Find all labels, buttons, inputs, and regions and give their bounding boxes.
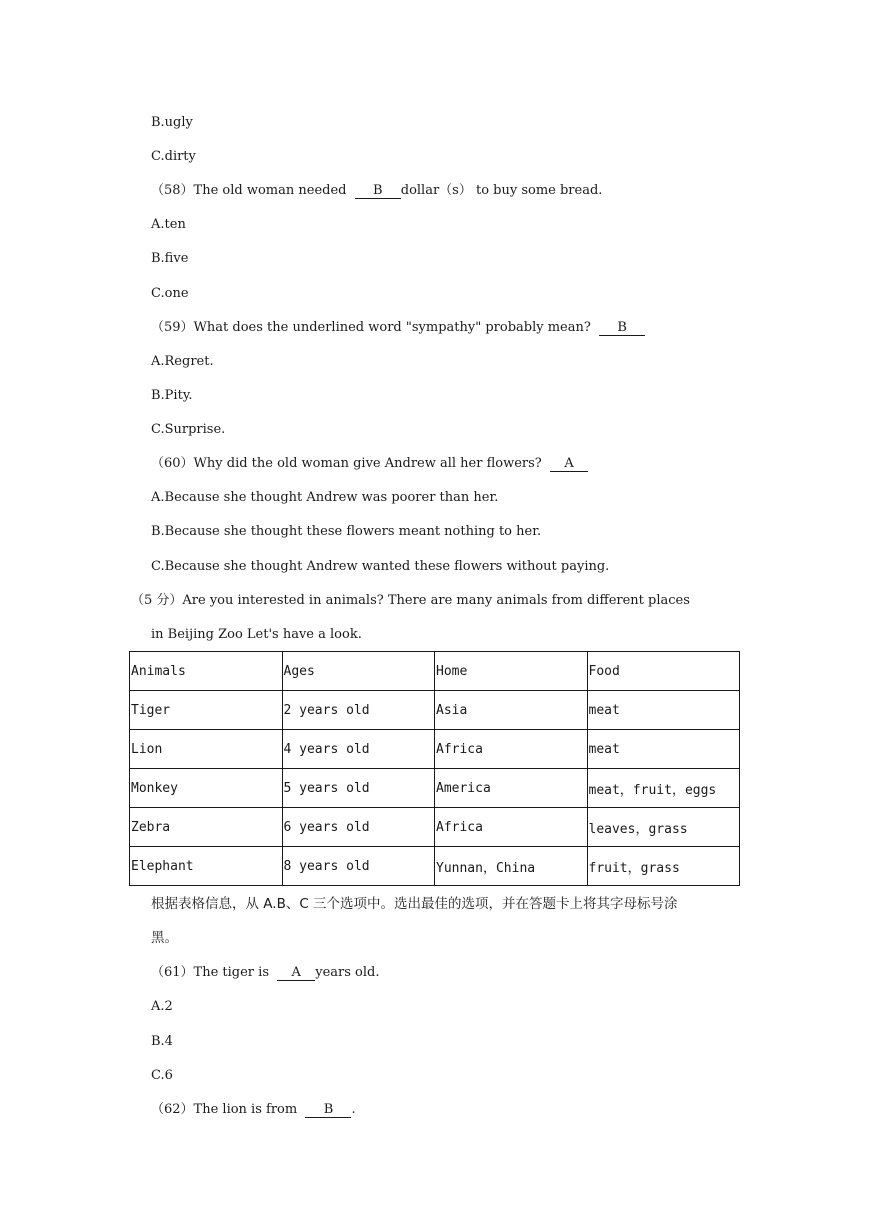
table-cell: Monkey [130, 769, 283, 808]
option-57-b: B.ugly [151, 115, 193, 130]
question-62-text: （62）The lion is from [151, 1102, 306, 1117]
table-header-cell: Animals [130, 652, 283, 691]
table-cell: 8 years old [282, 847, 435, 886]
table-cell: Zebra [130, 808, 283, 847]
table-cell: meat，fruit，eggs [587, 769, 740, 808]
passage-intro-line-2: in Beijing Zoo Let's have a look. [151, 627, 362, 642]
option-60-a: A.Because she thought Andrew was poorer than her. [151, 490, 499, 505]
table-cell: 5 years old [282, 769, 435, 808]
option-58-b: B.five [151, 251, 189, 266]
table-header-cell: Ages [282, 652, 435, 691]
question-58 [151, 182, 602, 200]
table-header-cell: Home [435, 652, 588, 691]
table-cell: 4 years old [282, 730, 435, 769]
table-row [130, 769, 740, 808]
table-cell: Africa [435, 730, 588, 769]
table-cell: Tiger [130, 691, 283, 730]
table-cell: meat [587, 691, 740, 730]
table-cell: 6 years old [282, 808, 435, 847]
passage-intro-line-1: （5 分）Are you interested in animals? There are many animals from different places [131, 593, 690, 608]
question-61-answer-blank: A [277, 965, 315, 981]
table-cell: Asia [435, 691, 588, 730]
option-59-c: C.Surprise. [151, 422, 226, 437]
option-60-b: B.Because she thought these flowers meant nothing to her. [151, 524, 542, 539]
table-cell: meat [587, 730, 740, 769]
option-61-c: C.6 [151, 1068, 173, 1083]
table-row [130, 730, 740, 769]
option-57-c: C.dirty [151, 149, 196, 164]
question-60-text: （60）Why did the old woman give Andrew all her flowers? [151, 456, 551, 471]
table-cell: Africa [435, 808, 588, 847]
question-59-answer-blank: B [599, 320, 645, 336]
option-60-c: C.Because she thought Andrew wanted these flowers without paying. [151, 559, 610, 574]
question-62-suffix: . [351, 1102, 356, 1117]
question-59-text: （59）What does the underlined word "sympathy" probably mean? [151, 320, 600, 335]
question-60-answer-blank: A [550, 456, 588, 472]
question-58-suffix: dollar（s） to buy some bread. [400, 183, 603, 198]
table-cell: 2 years old [282, 691, 435, 730]
table-cell: America [435, 769, 588, 808]
question-58-text: （58）The old woman needed [151, 183, 355, 198]
table-cell: fruit，grass [587, 847, 740, 886]
table-header-row [130, 652, 740, 691]
question-62 [151, 1101, 356, 1119]
question-61 [151, 964, 380, 982]
table-cell: Elephant [130, 847, 283, 886]
option-61-a: A.2 [151, 999, 173, 1014]
instruction-line-2: 黑。 [151, 930, 178, 946]
option-58-c: C.one [151, 286, 189, 301]
option-59-b: B.Pity. [151, 388, 193, 403]
question-62-answer-blank: B [305, 1102, 351, 1118]
table-row [130, 691, 740, 730]
option-59-a: A.Regret. [151, 354, 214, 369]
question-61-text: （61）The tiger is [151, 965, 278, 980]
question-61-suffix: years old. [315, 965, 380, 980]
question-58-answer-blank: B [355, 183, 401, 199]
table-cell: Lion [130, 730, 283, 769]
table-cell: leaves，grass [587, 808, 740, 847]
question-60 [151, 455, 588, 473]
question-59 [151, 319, 645, 337]
table-row [130, 808, 740, 847]
table-cell: Yunnan，China [435, 847, 588, 886]
table-header-cell: Food [587, 652, 740, 691]
option-61-b: B.4 [151, 1034, 173, 1049]
animals-table [129, 651, 740, 886]
instruction-line-1: 根据表格信息，从 A.B、C 三个选项中。选出最佳的选项，并在答题卡上将其字母标号涂 [151, 896, 678, 912]
table-row [130, 847, 740, 886]
option-58-a: A.ten [151, 217, 186, 232]
